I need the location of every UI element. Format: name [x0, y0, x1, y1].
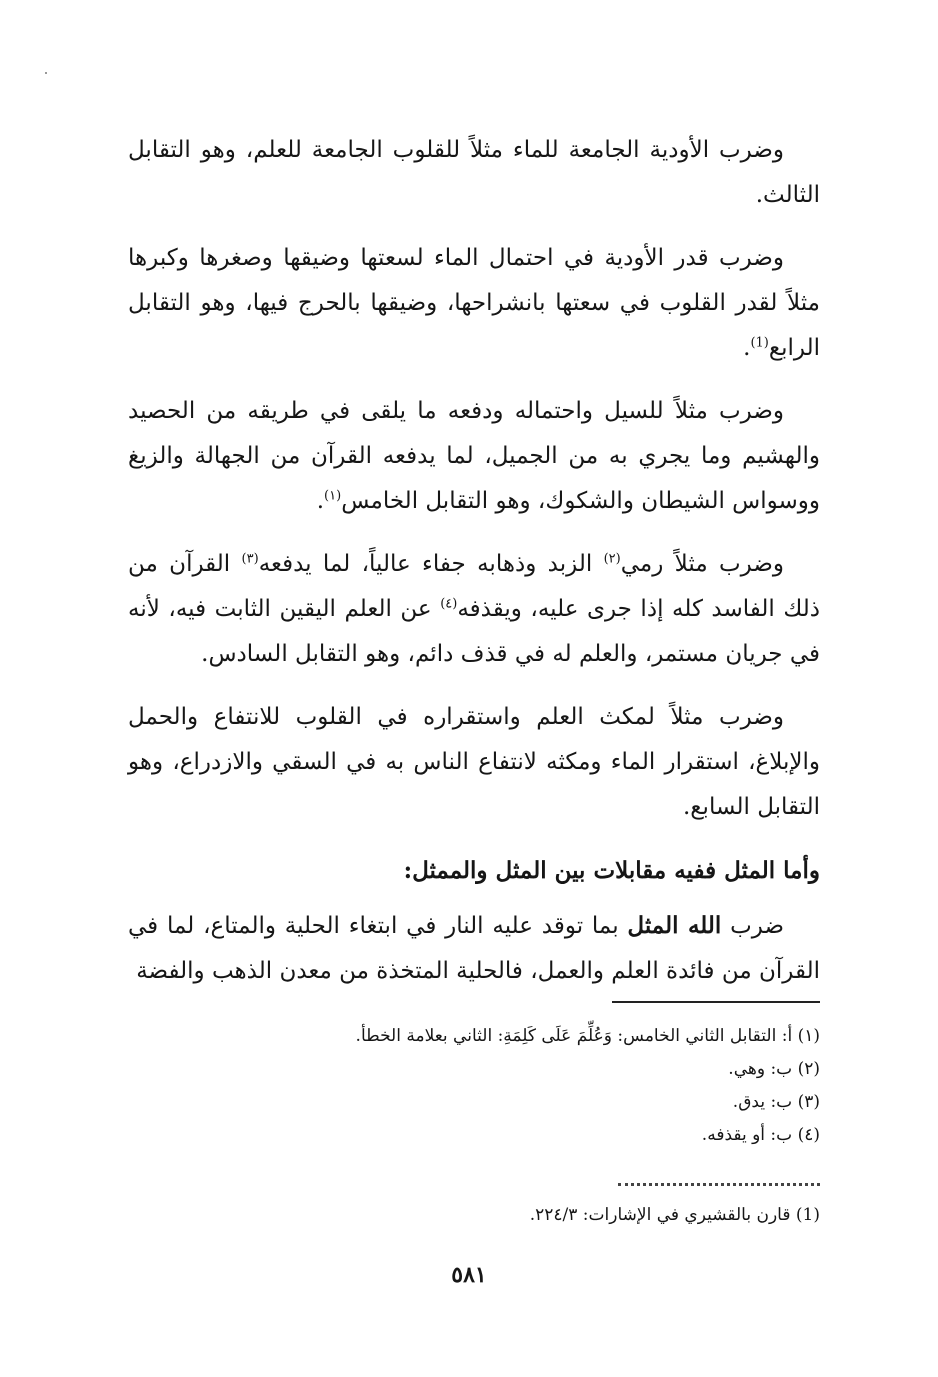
paragraph-fifth-correspondence	[128, 389, 820, 524]
footnote-4: (٤) ب: أو يقذفه.	[701, 1125, 820, 1145]
paragraph-text: وضرب مثلاً رمي	[620, 551, 784, 577]
paragraph-text: الزبد وذهابه جفاء عالياً، لما يدفعه	[258, 551, 604, 577]
scan-speck	[45, 72, 47, 74]
paragraph-text: وضرب مثلاً لمكث العلم واستقراره في القلوب للانتفاع والحمل والإبلاغ، استقرار الماء ومكثه لانتفاع الناس به في السقي والازدراع، وهو التقابل السابع.	[128, 704, 820, 820]
page-number: ٥٨١	[451, 1262, 487, 1288]
divine-name: الله المثل	[627, 912, 722, 939]
paragraph-parable-fire	[128, 903, 820, 994]
paragraph-seventh-correspondence	[128, 695, 820, 830]
footnote-separator	[612, 1001, 820, 1003]
main-text-body	[128, 128, 820, 994]
paragraph-text: وضرب قدر الأودية في احتمال الماء لسعتها وضيقها وصغرها وكبرها مثلاً لقدر القلوب في سعتها بانشراحها، وضيقها بالحرج فيها، وهو التقابل الرابع	[128, 245, 820, 361]
editor-note-separator	[618, 1183, 820, 1186]
heading-text: وأما المثل ففيه مقابلات بين المثل والممثل:	[403, 857, 820, 884]
paragraph-third-correspondence	[128, 128, 820, 218]
paragraph-text: القرآن من ذلك الفاسد كله إذا جرى عليه، ويقذفه	[128, 551, 820, 622]
footnote-2: (٢) ب: وهي.	[728, 1059, 820, 1079]
footnote-marker: (1)	[750, 335, 769, 351]
paragraph-text: ضرب	[721, 913, 784, 939]
manuscript-footnotes	[300, 1020, 820, 1152]
paragraph-tail: .	[316, 488, 325, 514]
footnote-3: (٣) ب: يدق.	[732, 1092, 820, 1112]
editor-footnote: (1) قارن بالقشيري في الإشارات: ٢٢٤/٣.	[529, 1205, 820, 1225]
paragraph-fourth-correspondence	[128, 236, 820, 371]
paragraph-text: وضرب مثلاً للسيل واحتماله ودفعه ما يلقى في طريقه من الحصيد والهشيم وما يجري به من الجميل، لما يدفعه القرآن من الجهالة والزيغ ووسواس الشيطان والشكوك، وهو التقابل الخامس	[128, 398, 820, 514]
paragraph-sixth-correspondence	[128, 542, 820, 677]
paragraph-text: بما توقد عليه النار في ابتغاء الحلية والمتاع، لما في القرآن من فائدة العلم والعمل، فالحلية المتخذة من معدن الذهب والفضة	[128, 913, 820, 984]
section-heading	[128, 848, 820, 893]
paragraph-text: عن العلم اليقين الثابت فيه، لأنه في جريان مستمر، والعلم له في قذف دائم، وهو التقابل السادس.	[128, 596, 820, 667]
footnote-marker: (١)	[324, 488, 342, 504]
footnote-marker: (٤)	[440, 596, 458, 612]
footnote-1: (١) أ: التقابل الثاني الخامس: وَعُلِّمَ عَلَى كَلِمَةِ: الثاني بعلامة الخطأ.	[355, 1026, 820, 1046]
footnote-marker: (٣)	[241, 551, 259, 567]
paragraph-tail: .	[743, 335, 751, 361]
footnote-marker: (٢)	[603, 551, 621, 567]
paragraph-text: وضرب الأودية الجامعة للماء مثلاً للقلوب الجامعة للعلم، وهو التقابل الثالث.	[128, 137, 820, 208]
